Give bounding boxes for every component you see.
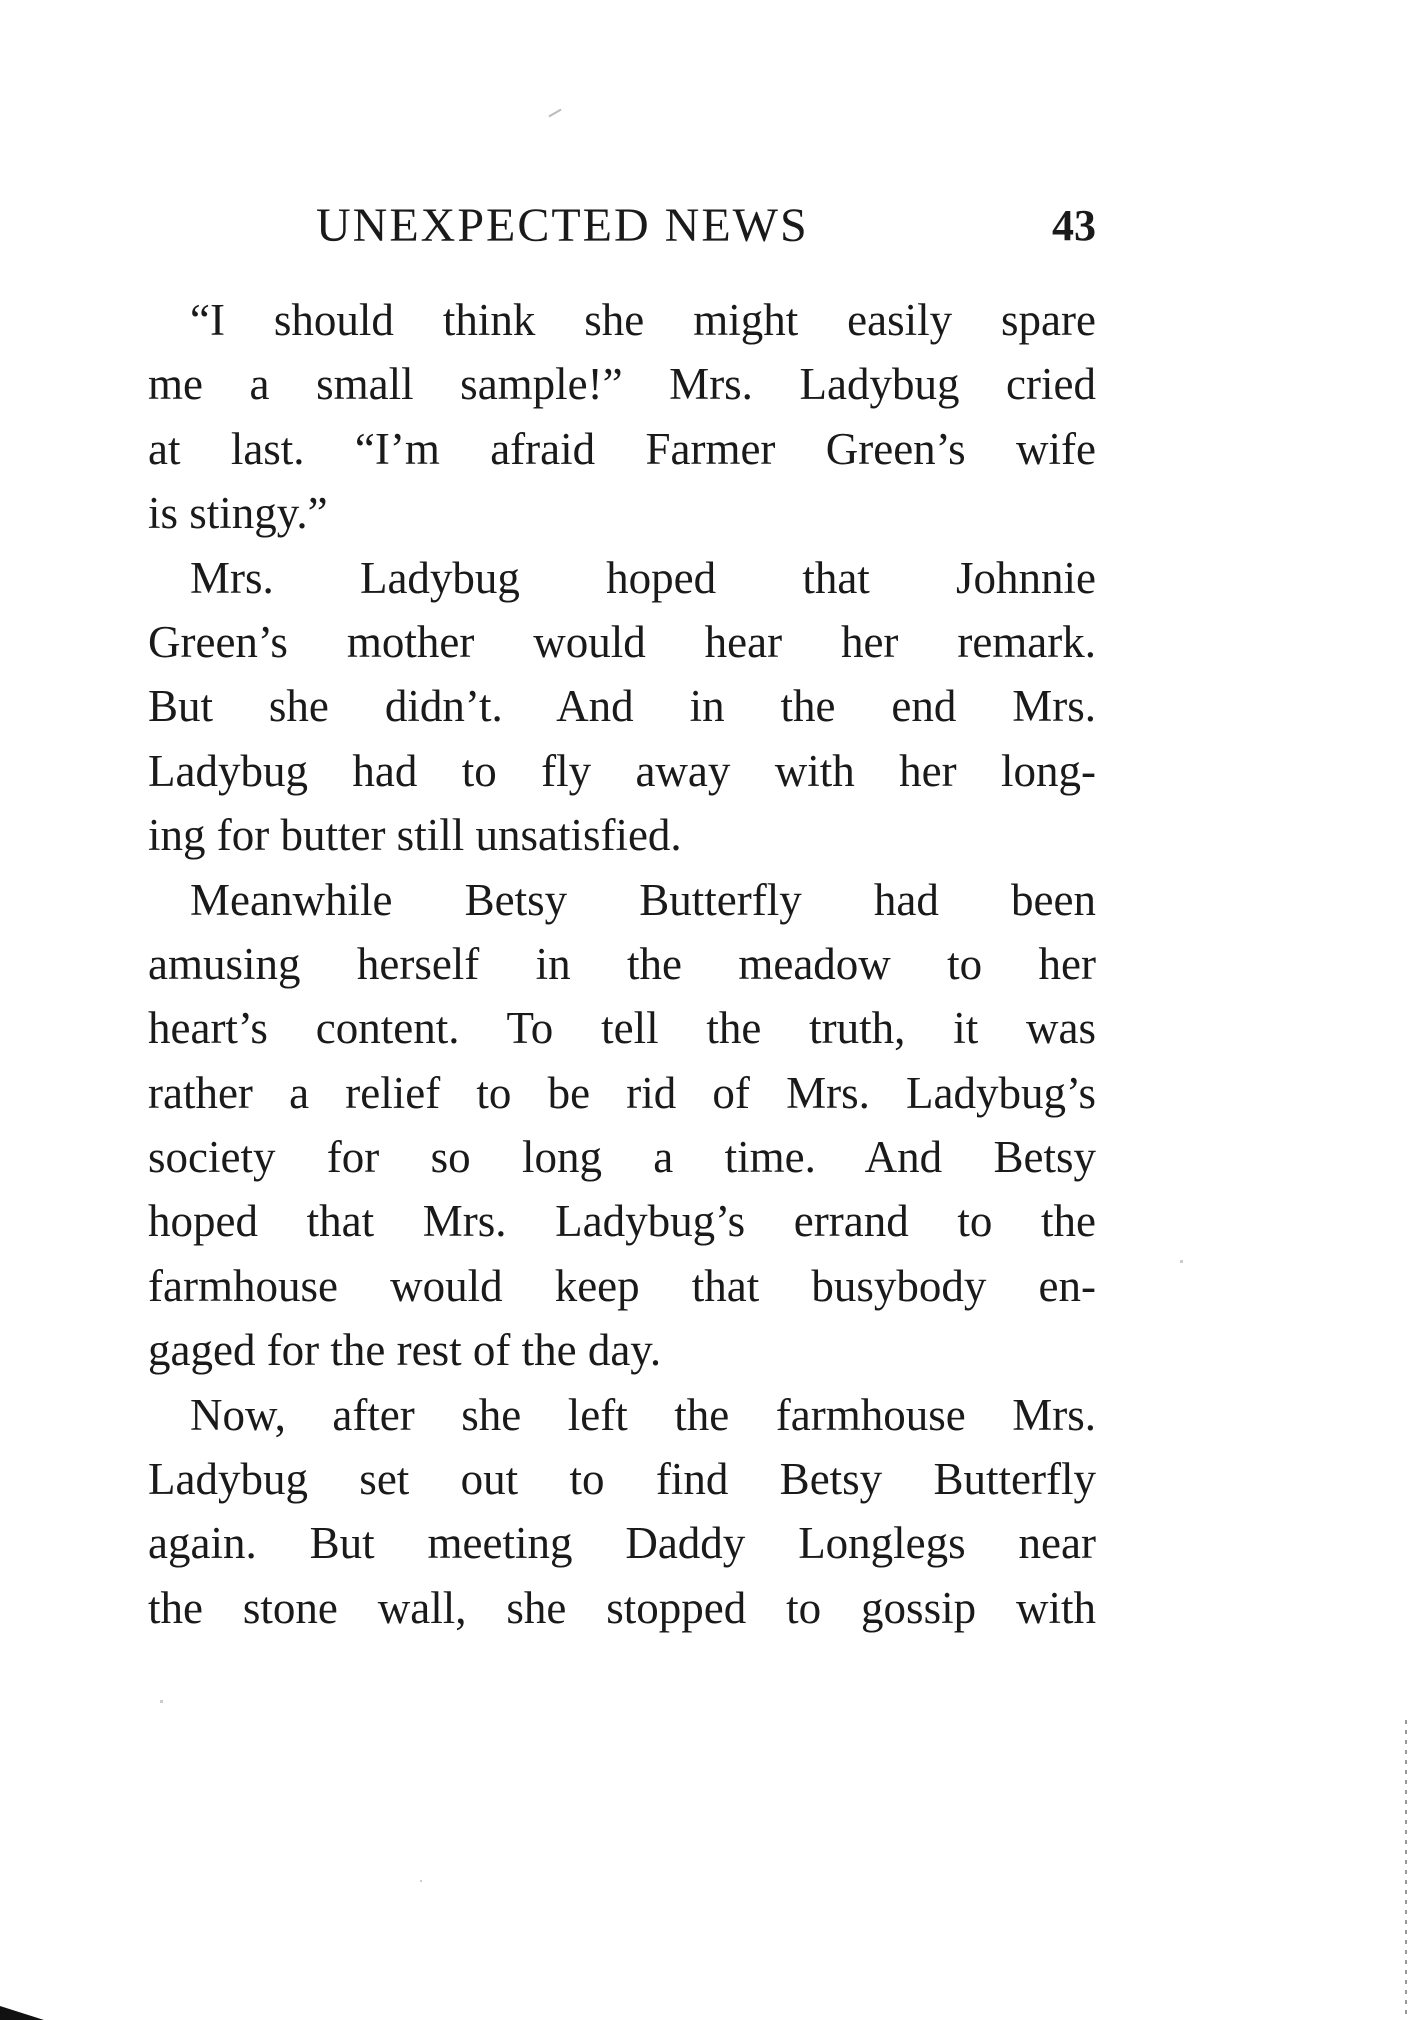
body-text [148, 288, 1096, 1640]
scan-edge-mark [0, 2006, 44, 2020]
paragraph-1 [148, 288, 1096, 546]
text-line: Ladybug set out to find Betsy Butterfly [148, 1454, 1096, 1505]
paper-speck [420, 1880, 422, 1882]
text-line: heart’s content. To tell the truth, it was [148, 1003, 1096, 1054]
text-line: Now, after she left the farmhouse Mrs. [190, 1389, 1096, 1440]
paragraph-4 [148, 1383, 1096, 1641]
paper-speck [548, 109, 561, 118]
scan-right-edge [1405, 1720, 1407, 2020]
text-line: at last. “I’m afraid Farmer Green’s wife [148, 423, 1096, 474]
text-line: Green’s mother would hear her remark. [148, 616, 1096, 667]
text-line: hoped that Mrs. Ladybug’s errand to the [148, 1196, 1096, 1247]
text-line: Ladybug had to fly away with her long- [148, 745, 1096, 796]
text-line: amusing herself in the meadow to her [148, 938, 1096, 989]
text-line: farmhouse would keep that busybody en- [148, 1260, 1096, 1311]
text-line: rather a relief to be rid of Mrs. Ladybug’s [148, 1067, 1096, 1118]
text-line: Meanwhile Betsy Butterfly had been [190, 874, 1096, 925]
text-line: gaged for the rest of the day. [148, 1325, 662, 1376]
text-line: But she didn’t. And in the end Mrs. [148, 681, 1096, 732]
text-line: Mrs. Ladybug hoped that Johnnie [190, 552, 1096, 603]
paragraph-2 [148, 546, 1096, 868]
text-line: me a small sample!” Mrs. Ladybug cried [148, 359, 1096, 410]
paper-speck [160, 1700, 163, 1703]
text-line: the stone wall, she stopped to gossip with [148, 1582, 1096, 1633]
page-number: 43 [1052, 201, 1096, 250]
text-line: again. But meeting Daddy Longlegs near [148, 1518, 1096, 1569]
text-line: is stingy.” [148, 488, 328, 539]
running-title: UNEXPECTED NEWS [316, 199, 809, 252]
text-line: “I should think she might easily spare [190, 295, 1096, 345]
text-line: society for so long a time. And Betsy [148, 1132, 1096, 1183]
running-head [148, 196, 1096, 256]
paper-speck [1180, 1260, 1183, 1263]
paragraph-3 [148, 868, 1096, 1383]
text-line: ing for butter still unsatisfied. [148, 810, 682, 861]
